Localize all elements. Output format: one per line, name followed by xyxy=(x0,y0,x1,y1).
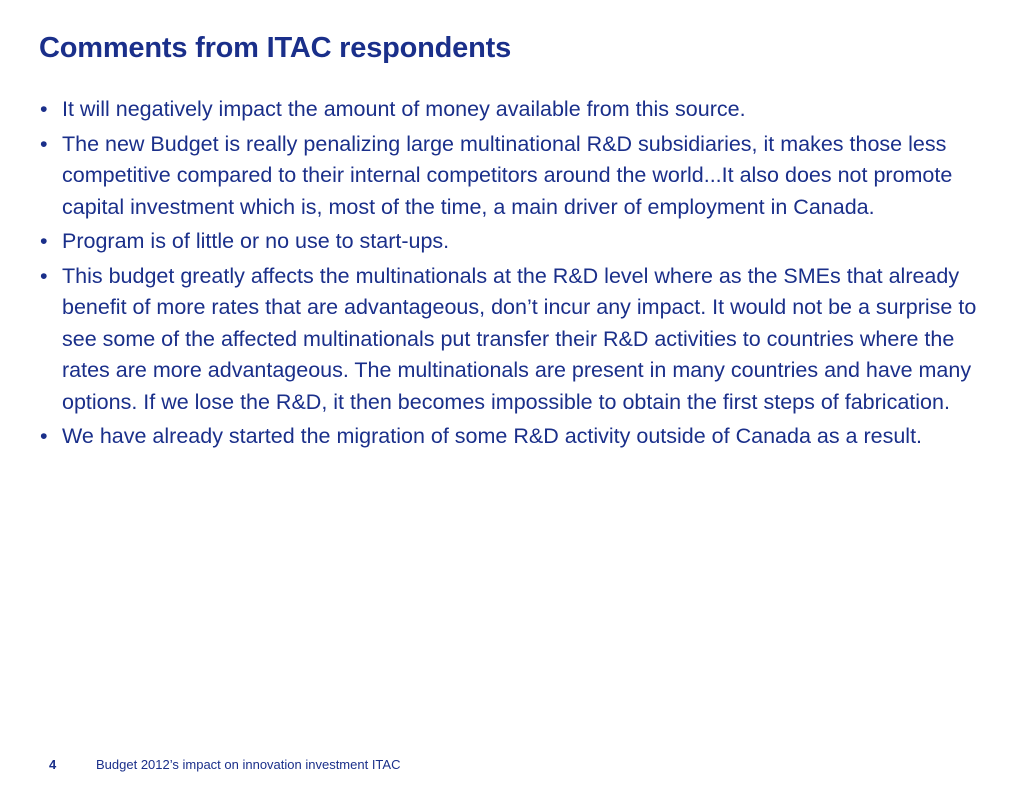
comment-item xyxy=(40,94,985,126)
slide-title: Comments from ITAC respondents xyxy=(39,32,512,64)
comment-list xyxy=(40,94,985,456)
bullet-icon: • xyxy=(40,424,48,448)
bullet-icon: • xyxy=(40,229,48,253)
comment-text: The new Budget is really penalizing large multinational R&D subsidiaries, it makes those less competitive compared to their internal competitors around the world...It also does not promote capital investment which is, most of the time, a main driver of employment in Canada. xyxy=(62,131,953,219)
slide-footer xyxy=(0,757,1024,777)
bullet-icon: • xyxy=(40,131,48,156)
comment-item xyxy=(40,129,985,224)
page-number: 4 xyxy=(49,757,57,772)
comment-text: We have already started the migration of some R&D activity outside of Canada as a result. xyxy=(62,424,923,448)
bullet-icon: • xyxy=(40,97,48,121)
footer-caption: Budget 2012’s impact on innovation investment ITAC xyxy=(96,757,401,772)
comment-text: It will negatively impact the amount of money available from this source. xyxy=(62,97,746,121)
comment-item xyxy=(40,261,985,419)
comment-text: This budget greatly affects the multinationals at the R&D level where as the SMEs that already benefit of more rates that are advantageous, don’t incur any impact. It would not be a surprise to see some of the affected multinationals put transfer their R&D activities to countries where the rates are more advantageous. The multinationals are present in many countries and have many options. If we lose the R&D, it then becomes impossible to obtain the first steps of fabrication. xyxy=(62,263,977,414)
comment-item xyxy=(40,226,985,258)
bullet-icon: • xyxy=(40,263,48,288)
comment-text: Program is of little or no use to start-ups. xyxy=(62,229,450,253)
comment-item xyxy=(40,421,985,453)
